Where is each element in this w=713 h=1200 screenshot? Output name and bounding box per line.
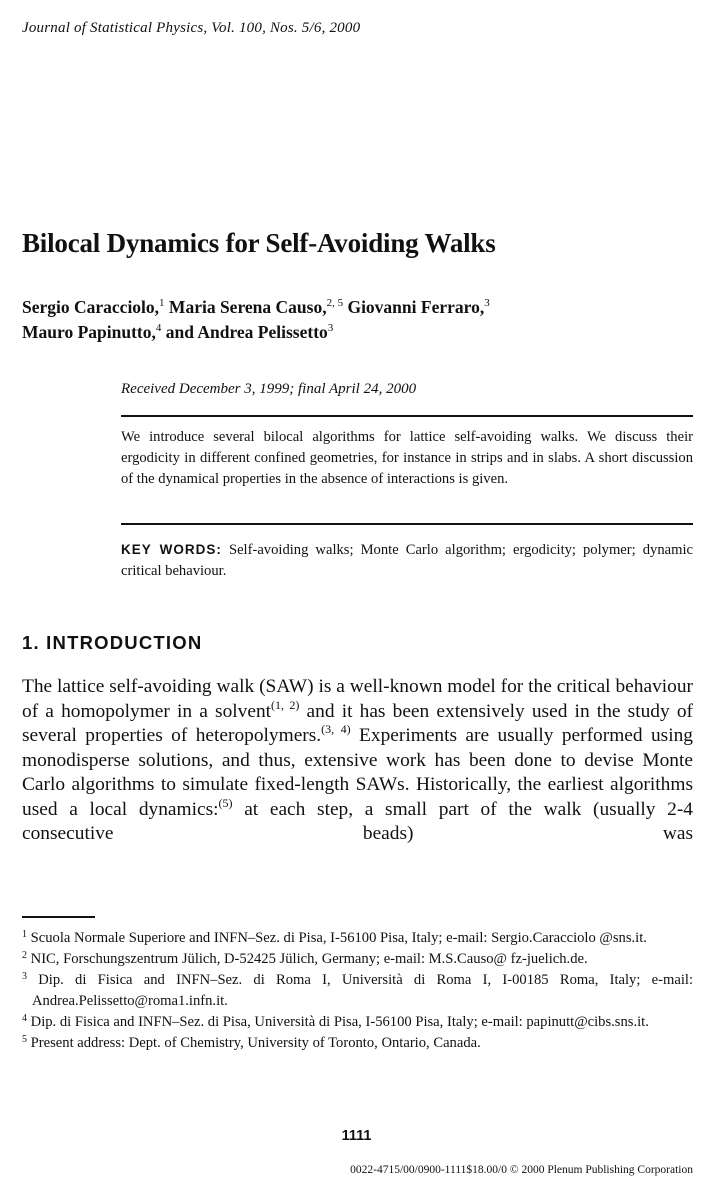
footnote-text: Present address: Dept. of Chemistry, University of Toronto, Ontario, Canada. (30, 1035, 481, 1051)
author-name: Mauro Papinutto, (22, 322, 156, 342)
intro-text: Experiments are usually performed using monodisperse solutions, and thus, extensive work has been done to devise Monte Carlo algorithms to simulate fixed-length SAWs. Historically, the earliest algorithms used a local dynamics: (22, 725, 693, 820)
abstract-bottom-rule (121, 523, 693, 525)
citation-ref: (1, 2) (271, 697, 300, 712)
abstract-text: We introduce several bilocal algorithms for lattice self-avoiding walks. We discuss their ergodicity in different confined geometries, for instance in strips and in slabs. A short discussion of the dynamical properties in the absence of interactions is given. (121, 429, 693, 487)
footnote (22, 970, 693, 1012)
footnote-number: 1 (22, 929, 27, 940)
author-name: Sergio Caracciolo, (22, 297, 160, 317)
author-affiliation-mark: 3 (327, 322, 334, 334)
author-affiliation-mark: 4 (155, 322, 162, 334)
footnote-number: 3 (22, 971, 27, 982)
copyright-line: 0022-4715/00/0900-1111$18.00/0 © 2000 Plenum Publishing Corporation (350, 1164, 693, 1176)
page-number: 1111 (341, 1128, 372, 1144)
intro-text: The lattice self-avoiding walk (SAW) is a well-known model for the critical behaviour of a homopolymer in a solvent (22, 676, 693, 722)
footnotes (22, 928, 693, 1054)
footnote-separator (22, 916, 95, 918)
journal-citation: Journal of Statistical Physics, Vol. 100, Nos. 5/6, 2000 (22, 20, 361, 36)
citation-ref: (3, 4) (321, 722, 351, 736)
author-name: Maria Serena Causo, (168, 297, 327, 317)
author-affiliation-mark: 3 (484, 297, 490, 309)
author-affiliation-mark: 2, 5 (326, 297, 344, 309)
paper-title: Bilocal Dynamics for Self-Avoiding Walks (22, 228, 496, 258)
author-list (22, 295, 702, 345)
author-affiliation-mark: 1 (159, 297, 165, 309)
footnote-text: NIC, Forschungszentrum Jülich, D-52425 Jülich, Germany; e-mail: M.S.Causo@ fz-juelich.de. (30, 951, 588, 967)
intro-text: at each step, a small part of the walk (usually 2-4 consecutive beads) was (22, 798, 693, 844)
footnote (22, 1033, 693, 1054)
footnote-text: Dip. di Fisica and INFN–Sez. di Roma I, Università di Roma I, I-00185 Roma, Italy; e-mail: Andrea.Pelissetto@roma1.infn.it. (32, 972, 693, 1009)
footnote-text: Dip. di Fisica and INFN–Sez. di Pisa, Università di Pisa, I-56100 Pisa, Italy; e-mail: papinutt@cibs.sns.it. (30, 1014, 649, 1030)
author-name: Giovanni Ferraro, (347, 297, 485, 317)
abstract-top-rule (121, 415, 693, 417)
footnote-text: Scuola Normale Superiore and INFN–Sez. di Pisa, I-56100 Pisa, Italy; e-mail: Sergio.Caracciolo @sns.it. (30, 930, 647, 946)
footnote-number: 5 (22, 1034, 27, 1045)
footnote (22, 949, 693, 970)
footnote (22, 928, 693, 949)
section-heading: 1. INTRODUCTION (22, 632, 203, 653)
received-dates: Received December 3, 1999; final April 24, 2000 (121, 381, 417, 397)
footnote-number: 2 (22, 950, 27, 961)
intro-text: and it has been extensively used in the study of several properties of heteropolymers. (22, 700, 693, 746)
keywords-text: Self-avoiding walks; Monte Carlo algorithm; ergodicity; polymer; dynamic critical behaviour. (121, 542, 693, 579)
author-name: and Andrea Pelissetto (165, 322, 328, 342)
introduction-paragraph (22, 675, 693, 847)
footnote (22, 1012, 693, 1033)
keywords-label: KEY WORDS: (121, 542, 222, 557)
citation-ref: (5) (218, 795, 233, 810)
keywords-block (121, 539, 693, 582)
footnote-number: 4 (22, 1013, 27, 1024)
